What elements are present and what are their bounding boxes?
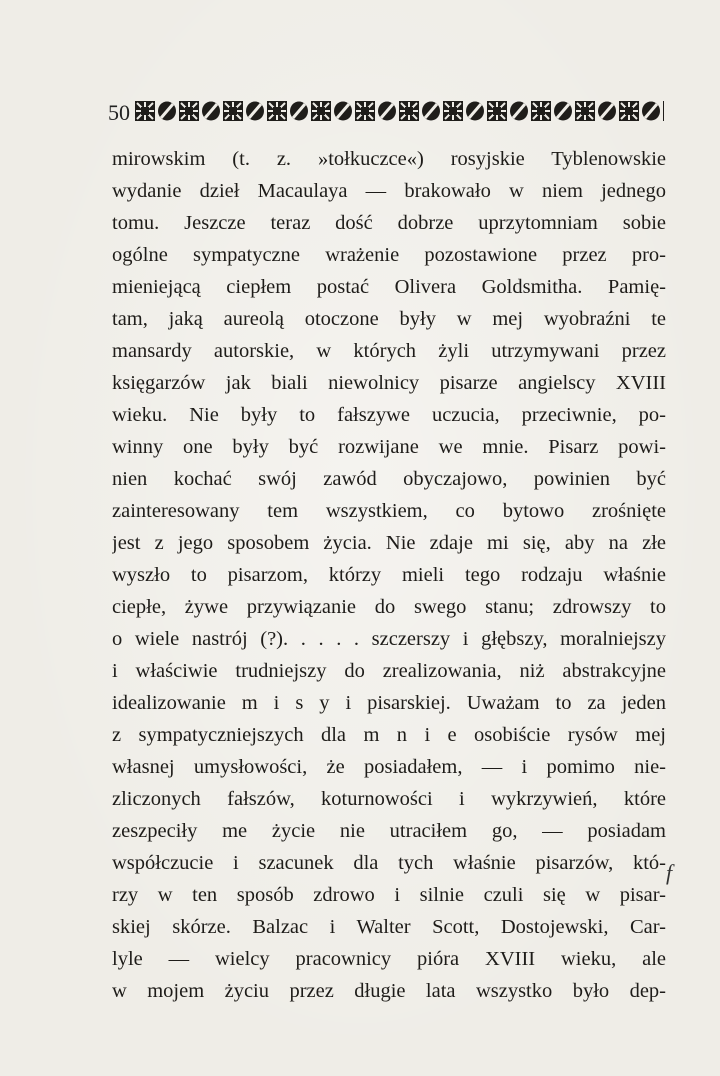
- text-line: i właściwie trudniejszy do zrealizowania, niż abstrakcyjne: [112, 660, 666, 682]
- text-line: tam, jaką aureolą otoczone były w mej wyobraźni te: [112, 308, 666, 330]
- text-line: mansardy autorskie, w których żyli utrzymywani przez: [112, 340, 666, 362]
- text-line: o wiele nastrój (?). . . . . szczerszy i głębszy, moralniejszy: [112, 628, 666, 650]
- decorative-ornament-band: [134, 100, 664, 122]
- text-line: współczucie i szacunek dla tych właśnie pisarzów, któ-: [112, 852, 666, 874]
- text-line: mirowskim (t. z. »tołkuczce«) rosyjskie Tyblenowskie: [112, 148, 666, 170]
- text-line: skiej skórze. Balzac i Walter Scott, Dostojewski, Car-: [112, 916, 666, 938]
- text-line: tomu. Jeszcze teraz dość dobrze uprzytomniam sobie: [112, 212, 666, 234]
- text-line: ogólne sympatyczne wrażenie pozostawione przez pro-: [112, 244, 666, 266]
- page-number: 50: [108, 100, 130, 125]
- margin-mark: f: [666, 860, 673, 885]
- text-line: własnej umysłowości, że posiadałem, — i pomimo nie-: [112, 756, 666, 778]
- text-line: nien kochać swój zawód obyczajowo, powinien być: [112, 468, 666, 490]
- text-line: lyle — wielcy pracownicy pióra XVIII wieku, ale: [112, 948, 666, 970]
- text-line: idealizowanie m i s y i pisarskiej. Uważam to za jeden: [112, 692, 666, 714]
- text-line: księgarzów jak biali niewolnicy pisarze angielscy XVIII: [112, 372, 666, 394]
- text-line: wyszło to pisarzom, którzy mieli tego rodzaju właśnie: [112, 564, 666, 586]
- text-line: zliczonych fałszów, koturnowości i wykrzywień, które: [112, 788, 666, 810]
- text-line: wydanie dzieł Macaulaya — brakowało w niem jednego: [112, 180, 666, 202]
- body-text: [112, 143, 666, 1007]
- text-line: w mojem życiu przez długie lata wszystko było dep-: [112, 980, 666, 1002]
- text-line: wieku. Nie były to fałszywe uczucia, przeciwnie, po-: [112, 404, 666, 426]
- text-line: winny one były być rozwijane we mnie. Pisarz powi-: [112, 436, 666, 458]
- text-line: rzy w ten sposób zdrowo i silnie czuli się w pisar-: [112, 884, 666, 906]
- text-line: zeszpeciły me życie nie utraciłem go, — posiadam: [112, 820, 666, 842]
- text-line: z sympatyczniejszych dla m n i e osobiście rysów mej: [112, 724, 666, 746]
- page-header: [108, 90, 664, 124]
- text-line: jest z jego sposobem życia. Nie zdaje mi się, aby na złe: [112, 532, 666, 554]
- text-line: ciepłe, żywe przywiązanie do swego stanu; zdrowszy to: [112, 596, 666, 618]
- text-line: zainteresowany tem wszystkiem, co bytowo zrośnięte: [112, 500, 666, 522]
- text-line: mieniejącą ciepłem postać Olivera Goldsmitha. Pamię-: [112, 276, 666, 298]
